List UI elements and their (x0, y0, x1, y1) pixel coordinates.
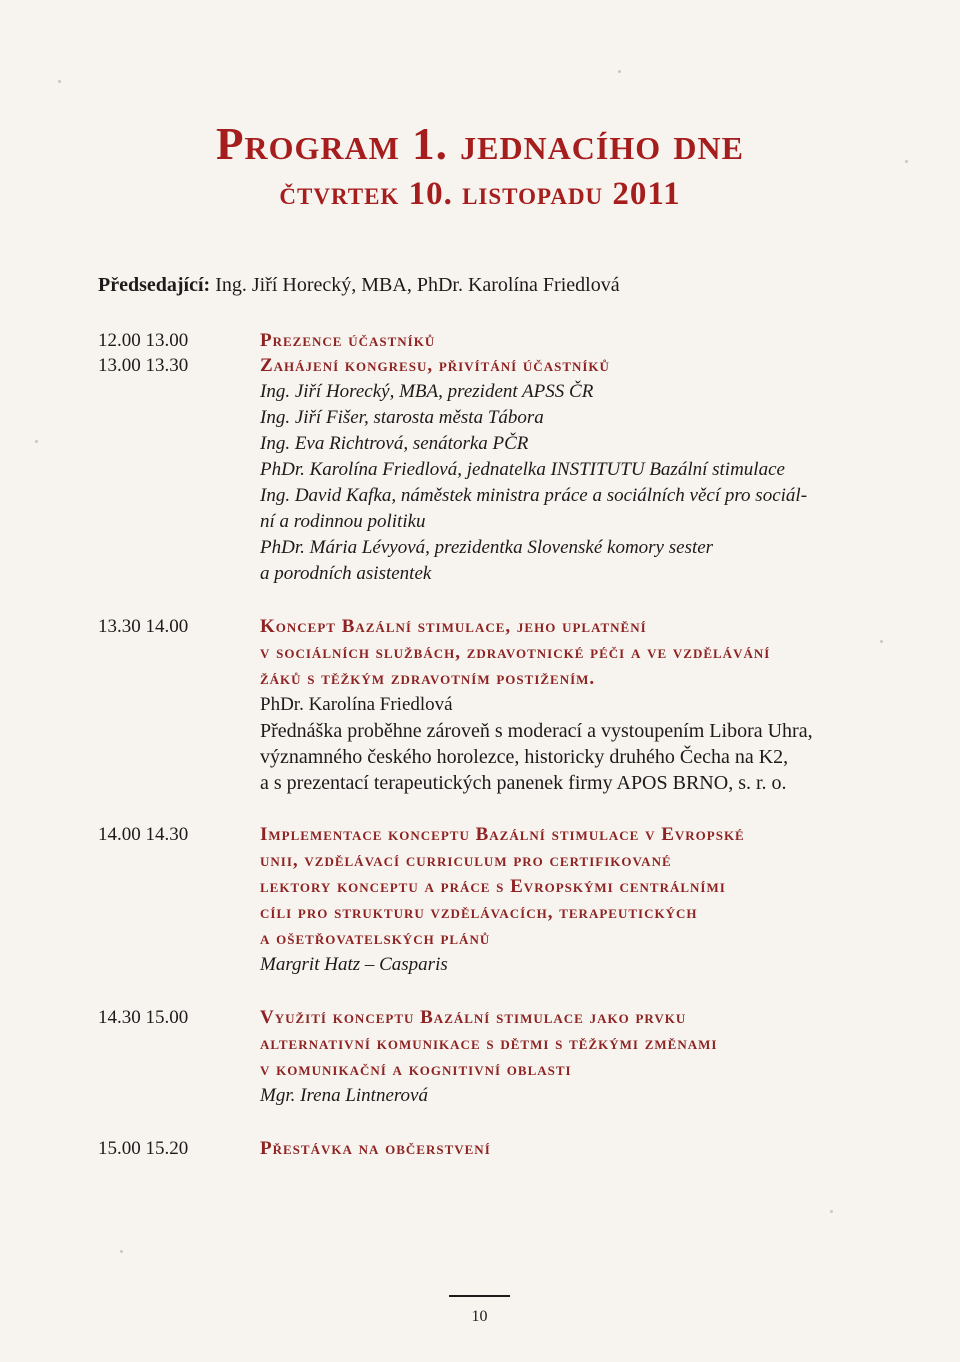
session-heading: Implementace konceptu Bazální stimulace v Evropské (260, 824, 745, 845)
session-heading: žáků s těžkým zdravotním postižením. (260, 668, 596, 689)
session-heading: Využití konceptu Bazální stimulace jako prvku (260, 1007, 687, 1028)
speaker-name: Margrit Hatz – Casparis (260, 954, 448, 975)
speaker-line: ní a rodinnou politiku (260, 511, 426, 532)
chair-label: Předsedající: (98, 274, 211, 296)
paper-speck (120, 1250, 123, 1253)
speaker-line: a porodních asistentek (260, 563, 432, 584)
session-entry (260, 822, 900, 978)
session-time: 12.00 13.00 (98, 330, 189, 351)
session-heading: Přestávka na občerstvení (260, 1138, 491, 1159)
session-heading: cíli pro strukturu vzdělávacích, terapeutických (260, 902, 698, 923)
session-heading: unii, vzdělávací curriculum pro certifikované (260, 850, 672, 871)
speaker-line: Ing. Eva Richtrová, senátorka PČR (260, 433, 529, 454)
session-entry (260, 328, 900, 354)
session-description: a s prezentací terapeutických panenek firmy APOS BRNO, s. r. o. (260, 772, 787, 794)
session-heading: v komunikační a kognitivní oblasti (260, 1059, 572, 1080)
session-time: 13.00 13.30 (98, 355, 189, 376)
speaker-name: Mgr. Irena Lintnerová (260, 1085, 428, 1106)
session-time: 15.00 15.20 (98, 1138, 189, 1159)
chairpersons (98, 274, 620, 297)
paper-speck (35, 440, 38, 443)
page-number: 10 (471, 1308, 488, 1325)
session-entry (260, 1005, 900, 1109)
speaker-line: Ing. David Kafka, náměstek ministra práce a sociálních věcí pro sociál- (260, 485, 808, 506)
session-heading: lektory konceptu a práce s Evropskými centrálními (260, 876, 726, 897)
session-heading: a ošetřovatelských plánů (260, 928, 491, 949)
session-heading: Zahájení kongresu, přivítání účastníků (260, 355, 610, 376)
speaker-line: PhDr. Karolína Friedlová, jednatelka INSTITUTU Bazální stimulace (260, 459, 785, 480)
session-entry (260, 614, 900, 796)
session-time: 13.30 14.00 (98, 616, 189, 637)
session-heading: alternativní komunikace s dětmi s těžkými změnami (260, 1033, 718, 1054)
session-heading: Prezence účastníků (260, 330, 436, 351)
session-description: Přednáška proběhne zároveň s moderací a vystoupením Libora Uhra, (260, 720, 813, 742)
paper-speck (618, 70, 621, 73)
speaker-name: PhDr. Karolína Friedlová (260, 694, 453, 715)
session-heading: Koncept Bazální stimulace, jeho uplatnění (260, 616, 647, 637)
speaker-line: PhDr. Mária Lévyová, prezidentka Slovenské komory sester (260, 537, 714, 558)
page-title: Program 1. jednacího dne (216, 119, 744, 169)
page-number-rule (449, 1295, 510, 1297)
session-time: 14.30 15.00 (98, 1007, 189, 1028)
speaker-line: Ing. Jiří Fišer, starosta města Tábora (260, 407, 544, 428)
session-entry (260, 353, 900, 587)
chair-names: Ing. Jiří Horecký, MBA, PhDr. Karolína Friedlová (215, 274, 620, 296)
session-heading: v sociálních službách, zdravotnické péči a ve vzdělávání (260, 642, 771, 663)
speaker-line: Ing. Jiří Horecký, MBA, prezident APSS ČR (260, 381, 594, 402)
session-description: významného českého horolezce, historicky druhého Čecha na K2, (260, 746, 789, 768)
page-subtitle: čtvrtek 10. listopadu 2011 (279, 176, 681, 212)
paper-speck (58, 80, 61, 83)
paper-speck (830, 1210, 833, 1213)
session-time: 14.00 14.30 (98, 824, 189, 845)
session-entry (260, 1136, 900, 1162)
